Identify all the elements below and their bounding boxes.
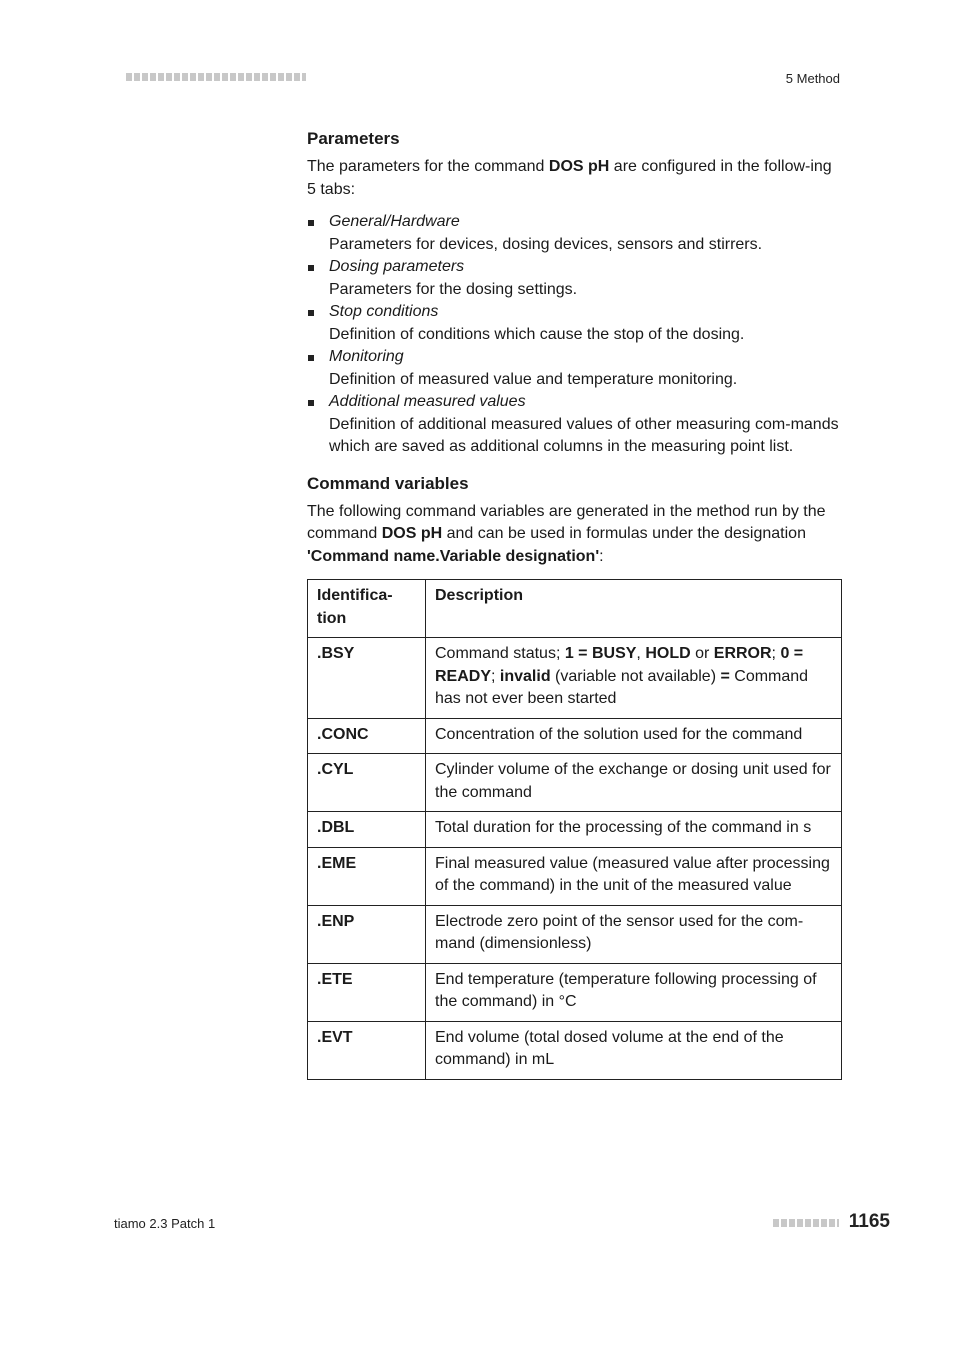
command-variables-intro: The following command variables are generated in the method run by the command DOS pH and can be used in formulas under the designation 'Command name.Variable designation':	[307, 502, 826, 565]
table-row: .DBL Total duration for the processing of the command in s	[308, 812, 842, 848]
command-variables-heading: Command variables	[307, 473, 469, 493]
table-row: .ETE End temperature (temperature following processing of the command) in °C	[308, 963, 842, 1021]
tabs-list	[307, 211, 841, 459]
table-row: .CONC Concentration of the solution used for the command	[308, 718, 842, 754]
table-row: .EME Final measured value (measured value after processing of the command) in the unit of the measured value	[308, 847, 842, 905]
footer-decoration	[773, 1219, 839, 1227]
product-version: tiamo 2.3 Patch 1	[114, 1216, 216, 1231]
list-item: Additional measured values Definition of additional measured values of other measuring com-mands which are saved as additional columns in the measuring point list.	[329, 391, 841, 459]
table-header-row	[308, 580, 842, 638]
header-decoration	[126, 73, 306, 81]
page-content	[307, 128, 841, 1080]
col-identification: Identifica-tion	[308, 580, 426, 638]
list-item: Stop conditions Definition of conditions which cause the stop of the dosing.	[329, 301, 841, 346]
chapter-title: 5 Method	[785, 71, 840, 86]
variables-table	[307, 579, 842, 1080]
command-variables-section	[307, 473, 841, 1080]
table-row: .BSY Command status; 1 = BUSY, HOLD or ERROR; 0 = READY; invalid (variable not available) = Command has not ever been started	[308, 638, 842, 719]
parameters-heading: Parameters	[307, 129, 400, 148]
list-item: Monitoring Definition of measured value and temperature monitoring.	[329, 346, 841, 391]
list-item: Dosing parameters Parameters for the dosing settings.	[329, 256, 841, 301]
parameters-intro: The parameters for the command DOS pH are configured in the follow-ing 5 tabs:	[307, 158, 832, 198]
list-item: General/Hardware Parameters for devices, dosing devices, sensors and stirrers.	[329, 211, 841, 256]
table-row: .CYL Cylinder volume of the exchange or dosing unit used for the command	[308, 754, 842, 812]
col-description: Description	[426, 580, 842, 638]
table-row: .EVT End volume (total dosed volume at the end of the command) in mL	[308, 1021, 842, 1079]
page-number: 1165	[848, 1211, 890, 1232]
table-row: .ENP Electrode zero point of the sensor used for the com-mand (dimensionless)	[308, 905, 842, 963]
